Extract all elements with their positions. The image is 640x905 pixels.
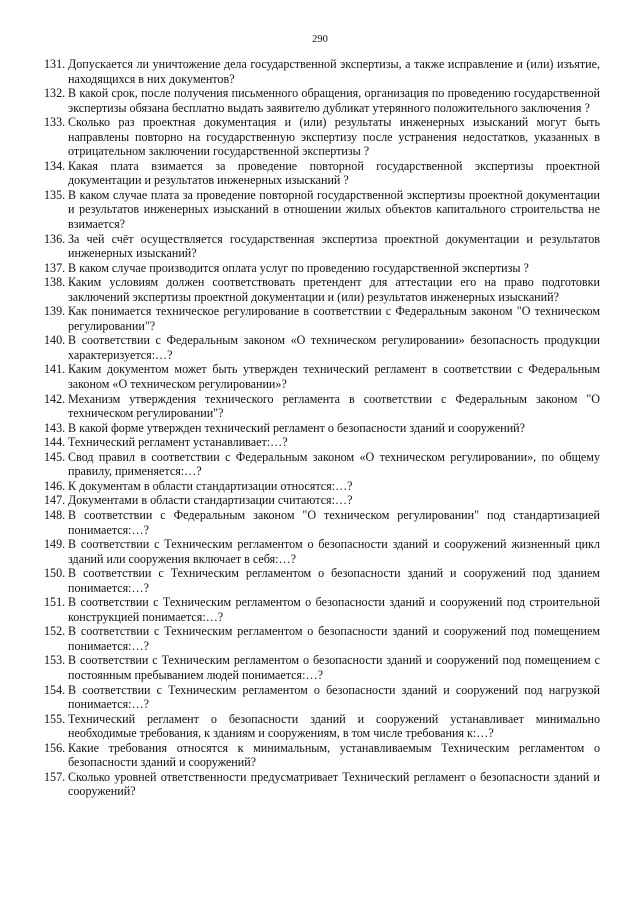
question-text: За чей счёт осуществляется государственная экспертиза проектной документации и результатов инженерных изысканий? xyxy=(68,231,600,261)
question-item xyxy=(44,188,600,232)
question-number: 135. xyxy=(44,187,66,202)
question-item xyxy=(44,333,600,362)
question-number: 132. xyxy=(44,86,66,101)
question-item xyxy=(44,508,600,537)
question-item xyxy=(44,435,600,450)
question-text: Допускается ли уничтожение дела государственной экспертизы, а также исправление и (или) изъятие, находящихся в них документов? xyxy=(68,57,600,86)
question-text: Какие требования относятся к минимальным, устанавливаемым Техническим регламентом о безопасности зданий и сооружений? xyxy=(68,740,600,770)
question-number: 153. xyxy=(44,653,66,668)
question-number: 142. xyxy=(44,391,66,406)
question-item xyxy=(44,624,600,653)
question-text: Каким условиям должен соответствовать претендент для аттестации его на право подготовки заключений экспертизы проектной документации и (или) результатов инженерных изысканий? xyxy=(68,275,600,304)
question-number: 154. xyxy=(44,682,66,697)
question-number: 136. xyxy=(44,231,66,246)
question-item xyxy=(44,566,600,595)
question-number: 147. xyxy=(44,493,66,508)
question-text: Сколько раз проектная документация и (или) результаты инженерных изысканий могут быть направлены повторно на государственную экспертизу после устранения недостатков, указанных в отрицательном заключении государственной экспертизы ? xyxy=(68,115,600,159)
question-number: 140. xyxy=(44,333,66,348)
question-text: Документами в области стандартизации считаются:…? xyxy=(68,493,353,508)
question-item xyxy=(44,261,600,276)
question-item xyxy=(44,115,600,159)
question-number: 149. xyxy=(44,537,66,552)
question-number: 138. xyxy=(44,275,66,290)
question-item xyxy=(44,362,600,391)
question-item xyxy=(44,741,600,770)
question-item xyxy=(44,537,600,566)
question-item xyxy=(44,770,600,799)
question-number: 143. xyxy=(44,420,66,435)
question-text: В какой форме утвержден технический регламент о безопасности зданий и сооружений? xyxy=(68,420,526,435)
question-item xyxy=(44,159,600,188)
question-number: 137. xyxy=(44,260,66,275)
question-text: Каким документом может быть утвержден технический регламент в соответствии с Федеральным законом «О техническом регулировании»? xyxy=(68,362,600,392)
question-text: В соответствии с Федеральным законом «О техническом регулировании» безопасность продукции характеризуется:…? xyxy=(68,333,600,362)
question-number: 152. xyxy=(44,624,66,639)
question-item xyxy=(44,86,600,115)
question-item xyxy=(44,232,600,261)
question-item xyxy=(44,392,600,421)
question-text: В соответствии с Федеральным законом "О техническом регулировании" под стандартизацией понимается:…? xyxy=(68,507,600,537)
question-text: Механизм утверждения технического регламента в соответствии с Федеральным законом "О техническом регулировании"? xyxy=(68,391,600,421)
question-number: 134. xyxy=(44,158,66,173)
question-item xyxy=(44,595,600,624)
question-item xyxy=(44,683,600,712)
question-item xyxy=(44,304,600,333)
question-number: 139. xyxy=(44,304,66,319)
question-item xyxy=(44,493,600,508)
page-number: 290 xyxy=(312,34,328,45)
question-number: 148. xyxy=(44,507,66,522)
question-number: 155. xyxy=(44,711,66,726)
question-text: Технический регламент устанавливает:…? xyxy=(68,435,288,450)
question-number: 144. xyxy=(44,435,66,450)
question-item xyxy=(44,275,600,304)
question-text: В соответствии с Техническим регламентом о безопасности зданий и сооружений жизненный цикл зданий или сооружения включает в себя:…? xyxy=(68,537,600,566)
question-text: Какая плата взимается за проведение повторной государственной экспертизы проектной документации и результатов инженерных изысканий ? xyxy=(68,158,600,188)
question-text: Сколько уровней ответственности предусматривает Технический регламент о безопасности зданий и сооружений? xyxy=(68,769,600,799)
question-number: 150. xyxy=(44,566,66,581)
question-text: В соответствии с Техническим регламентом о безопасности зданий и сооружений под помещением с постоянным пребыванием людей понимается:…? xyxy=(68,653,600,682)
question-item xyxy=(44,57,600,86)
question-text: В соответствии с Техническим регламентом о безопасности зданий и сооружений под нагрузкой понимается:…? xyxy=(68,682,600,712)
question-number: 157. xyxy=(44,769,66,784)
question-text: В соответствии с Техническим регламентом о безопасности зданий и сооружений под строительной конструкцией понимается:…? xyxy=(68,595,600,624)
question-item xyxy=(44,653,600,682)
question-number: 141. xyxy=(44,362,66,377)
question-item xyxy=(44,421,600,436)
question-item xyxy=(44,450,600,479)
question-text: В каком случае плата за проведение повторной государственной экспертизы проектной документации и результатов инженерных изысканий в отношении жилых объектов капитального строительства не взимается? xyxy=(68,187,600,232)
question-text: В соответствии с Техническим регламентом о безопасности зданий и сооружений под зданием понимается:…? xyxy=(68,566,600,595)
question-number: 146. xyxy=(44,478,66,493)
question-item xyxy=(44,479,600,494)
question-number: 156. xyxy=(44,740,66,755)
question-number: 151. xyxy=(44,595,66,610)
question-text: В какой срок, после получения письменного обращения, организация по проведению государственной экспертизы обязана бесплатно выдать заявителю дубликат утерянного положительного заключения ? xyxy=(68,86,600,115)
question-text: В каком случае производится оплата услуг по проведению государственной экспертизы ? xyxy=(68,260,529,275)
question-number: 131. xyxy=(44,57,66,71)
question-text: Как понимается техническое регулирование в соответствии с Федеральным законом "О техническом регулировании"? xyxy=(68,304,600,333)
question-text: Технический регламент о безопасности зданий и сооружений устанавливает минимально необходимые требования, к зданиям и сооружениям, в том числе требования к:…? xyxy=(68,711,600,741)
question-list xyxy=(44,57,600,799)
question-item xyxy=(44,712,600,741)
question-text: К документам в области стандартизации относятся:…? xyxy=(68,478,353,493)
question-text: Свод правил в соответствии с Федеральным законом «О техническом регулировании», по общему правилу, применяется:…? xyxy=(68,449,600,479)
question-number: 133. xyxy=(44,115,66,130)
question-text: В соответствии с Техническим регламентом о безопасности зданий и сооружений под помещением понимается:…? xyxy=(68,624,600,653)
question-number: 145. xyxy=(44,449,66,464)
